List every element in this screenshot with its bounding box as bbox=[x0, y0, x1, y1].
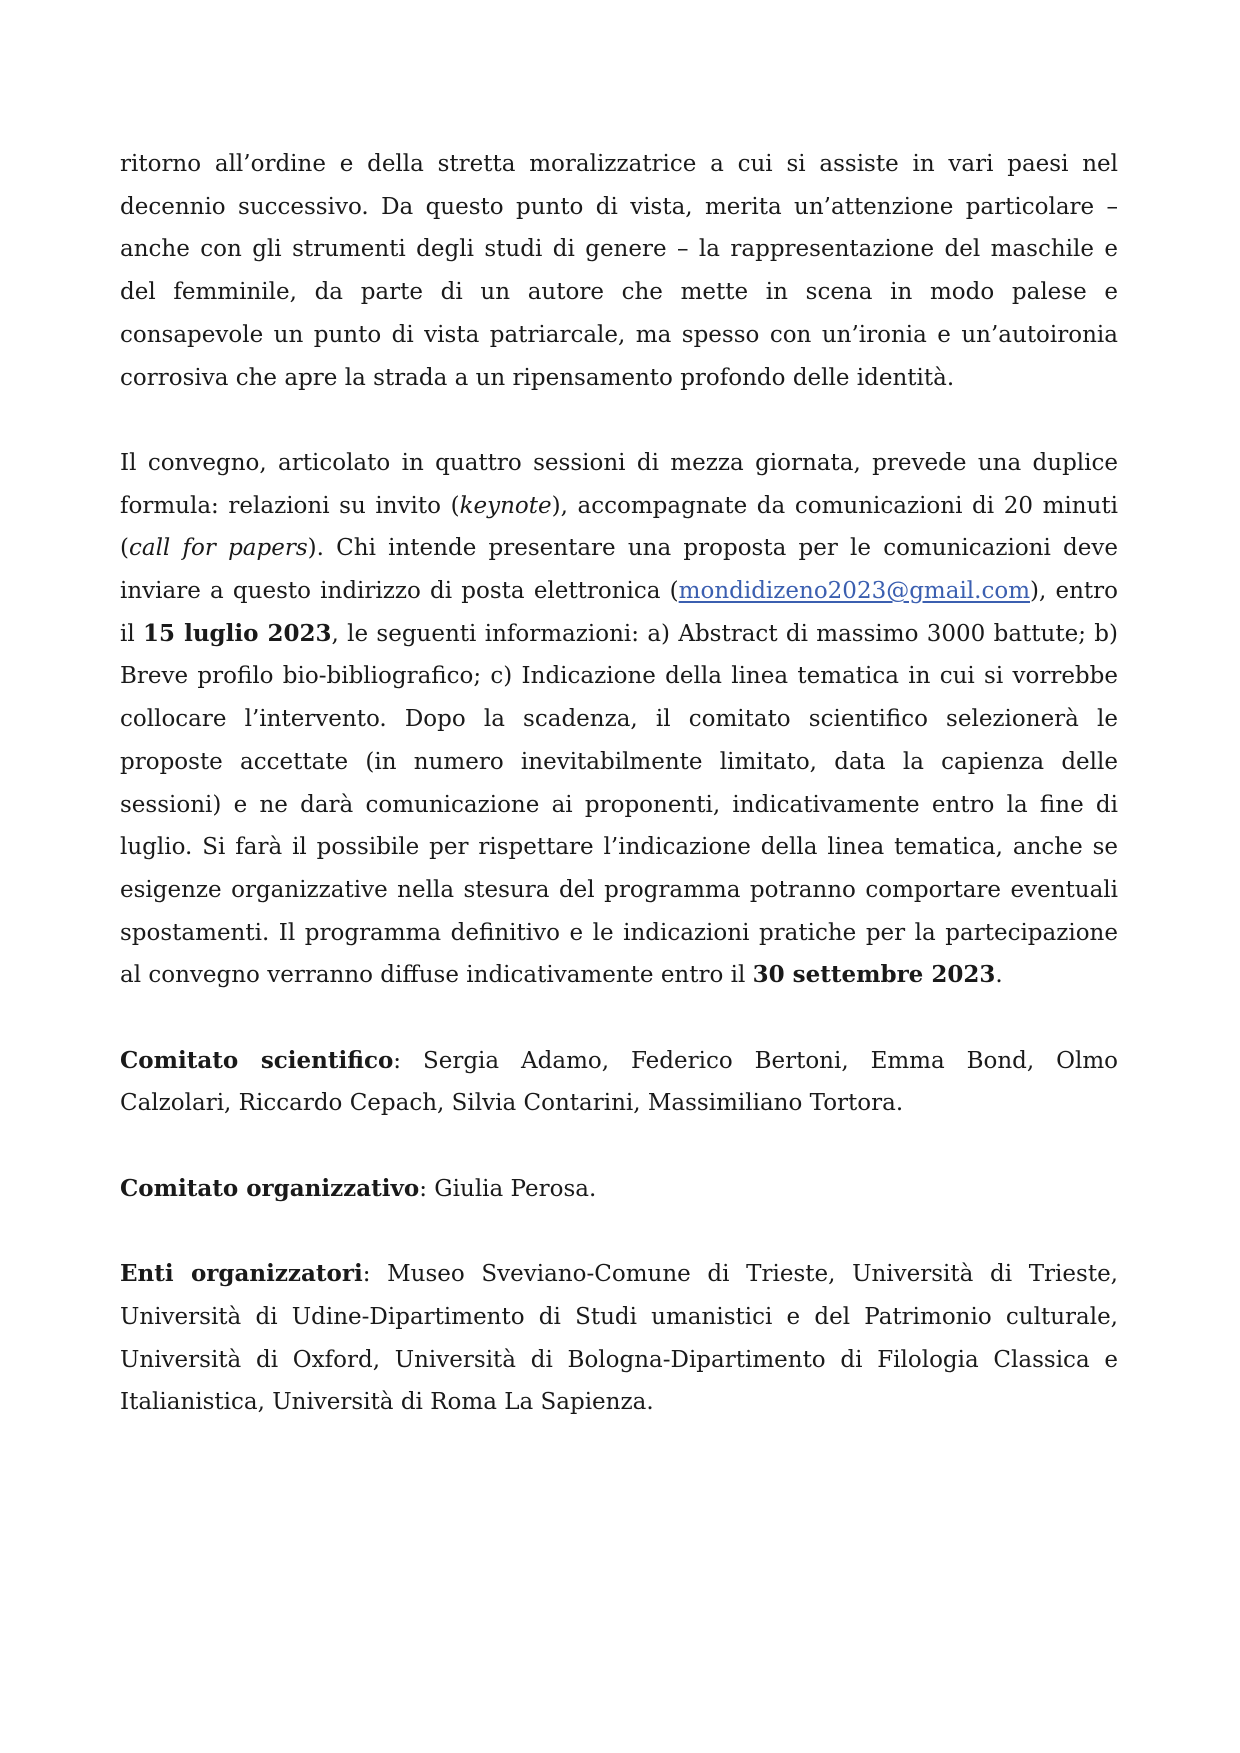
text-segment: ritorno all’ordine e della stretta moralizzatrice a cui si assiste in vari paesi nel decennio successivo. Da questo punto di vista, merita un’attenzione particolare – anche con gli strumenti degli studi di genere – la rappresentazione del maschile e del femminile, da parte di un autore che mette in scena in modo palese e consapevole un punto di vista patriarcale, ma spesso con un’ironia e un’autoironia corrosiva che apre la strada a un ripensamento profondo delle identità. bbox=[120, 151, 1118, 391]
paragraph-intro-continuation bbox=[120, 143, 1118, 399]
document-page bbox=[120, 143, 1118, 1424]
call-for-papers-term: call for papers bbox=[128, 535, 308, 562]
text-segment: ), accompagnate da comunicazioni di 20 minuti ( bbox=[120, 492, 1118, 562]
paragraph-conference-format bbox=[120, 442, 1118, 997]
scientific-committee-label: Comitato scientifico bbox=[120, 1046, 394, 1074]
text-segment: ), entro il bbox=[120, 578, 1118, 647]
organizing-bodies-list: : Museo Sveviano-Comune di Trieste, Università di Trieste, Università di Udine-Dipartimento di Studi umanistici e del Patrimonio culturale, Università di Oxford, Università di Bologna-Dipartimento di Filologia Classica e Italianistica, Università di Roma La Sapienza. bbox=[120, 1261, 1118, 1416]
text-segment: . bbox=[995, 962, 1003, 989]
deadline-date: 15 luglio 2023 bbox=[143, 619, 332, 647]
paragraph-organizing-committee bbox=[120, 1168, 1118, 1211]
text-segment: ). Chi intende presentare una proposta per le comunicazioni deve inviare a questo indirizzo di posta elettronica ( bbox=[120, 535, 1118, 605]
email-link[interactable]: mondidizeno2023@gmail.com bbox=[678, 578, 1031, 605]
text-segment: Il convegno, articolato in quattro sessioni di mezza giornata, prevede una duplice formula: relazioni su invito ( bbox=[120, 449, 1118, 519]
organizing-committee-members: : Giulia Perosa. bbox=[419, 1175, 597, 1202]
text-segment: , le seguenti informazioni: a) Abstract di massimo 3000 battute; b) Breve profilo bio-bibliografico; c) Indicazione della linea tematica in cui si vorrebbe collocare l’intervento. Dopo la scadenza, il comitato scientifico selezionerà le proposte accettate (in numero inevitabilmente limitato, data la capienza delle sessioni) e ne darà comunicazione ai proponenti, indicativamente entro la fine di luglio. Si farà il possibile per rispettare l’indicazione della linea tematica, anche se esigenze organizzative nella stesura del programma potranno comportare eventuali spostamenti. Il programma definitivo e le indicazioni pratiche per la partecipazione al convegno verranno diffuse indicativamente entro il bbox=[120, 620, 1118, 989]
organizing-bodies-label: Enti organizzatori bbox=[120, 1260, 363, 1288]
program-date: 30 settembre 2023 bbox=[752, 961, 996, 989]
keynote-term: keynote bbox=[459, 492, 552, 519]
scientific-committee-members: : Sergia Adamo, Federico Bertoni, Emma Bond, Olmo Calzolari, Riccardo Cepach, Silvia Contarini, Massimiliano Tortora. bbox=[120, 1047, 1118, 1117]
organizing-committee-label: Comitato organizzativo bbox=[120, 1174, 420, 1202]
paragraph-scientific-committee bbox=[120, 1040, 1118, 1125]
paragraph-organizing-bodies bbox=[120, 1253, 1118, 1424]
